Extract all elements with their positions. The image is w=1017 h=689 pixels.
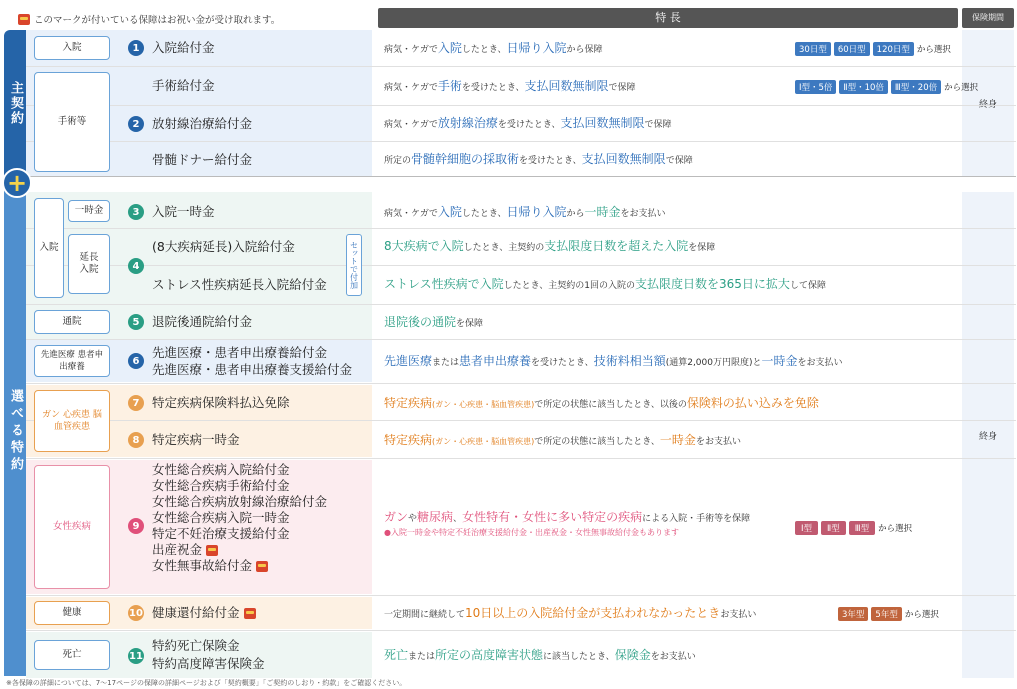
gift-legend [18, 12, 280, 26]
benefit-name: 女性総合疾病入院一時金 [152, 510, 290, 525]
benefit-name: 特定疾病保険料払込免除 [152, 395, 290, 410]
feature-text: 特定疾病(ガン・心疾患・脳血管疾患)で所定の状態に該当したとき、一時金をお支払い [384, 433, 741, 447]
main-contract-label: 主契約 [4, 30, 26, 176]
category-hospitalization: 入院 [34, 36, 110, 60]
gift-icon [18, 14, 30, 25]
gift-icon [206, 545, 218, 556]
item-number: 7 [128, 395, 144, 411]
category-death: 死亡 [34, 640, 110, 670]
feature-text: 病気・ケガで放射線治療を受けたとき、支払回数無制限で保障 [384, 116, 672, 130]
category-surgery: 手術等 [34, 72, 110, 172]
feature-text: ストレス性疾病で入院したとき、主契約の1回の入院の支払限度日数を365日に拡大して保障 [384, 277, 826, 291]
gift-icon [256, 561, 268, 572]
benefit-name: 放射線治療給付金 [152, 116, 253, 131]
type-options: Ⅰ型 Ⅱ型 Ⅲ型 から選択 [795, 521, 912, 535]
benefit-name-with-gift: 健康還付給付金 [152, 605, 256, 621]
benefit-name: 特約高度障害保険金 [152, 656, 265, 671]
item-number: 5 [128, 314, 144, 330]
gift-icon [244, 608, 256, 619]
type-options: 3年型 5年型 から選択 [838, 607, 939, 621]
benefit-name: 入院給付金 [152, 40, 215, 55]
benefit-name: 女性総合疾病手術給付金 [152, 478, 290, 493]
benefit-name: 退院後通院給付金 [152, 314, 253, 329]
item-number: 8 [128, 432, 144, 448]
period-header: 保険期間 [962, 8, 1014, 28]
item-number: 6 [128, 353, 144, 369]
benefit-name: 特定不妊治療支援給付金 [152, 526, 290, 541]
feature-text: 病気・ケガで入院したとき、日帰り入院から一時金をお支払い [384, 205, 666, 219]
benefit-name: 特定疾病一時金 [152, 432, 240, 447]
benefit-name: 骨髄ドナー給付金 [152, 152, 253, 167]
footnote: ※各保障の詳細については、7〜17ページの保障の詳細ページおよび「契約概要」「ご契約のしおり・約款」をご確認ください。 [6, 679, 407, 687]
category-advanced-medical: 先進医療 患者申出療養 [34, 345, 110, 377]
features-header: 特 長 [378, 8, 958, 28]
type-options: 30日型 60日型 120日型 から選択 [795, 42, 951, 56]
item-number: 4 [128, 258, 144, 274]
feature-text: 先進医療または患者申出療養を受けたとき、技術料相当額(通算2,000万円限度)と一時金をお支払い [384, 354, 843, 368]
benefit-list [152, 462, 327, 574]
item-number: 11 [128, 648, 144, 664]
benefit-name: 女性総合疾病入院給付金 [152, 462, 290, 477]
benefit-name: 女性総合疾病放射線治療給付金 [152, 494, 328, 509]
feature-text: 一定期間に継続して10日以上の入院給付金が支払われなかったときお支払い [384, 606, 757, 620]
benefit-name: 手術給付金 [152, 78, 215, 93]
benefit-name: (8大疾病延長)入院給付金 [152, 239, 295, 254]
item-number: 10 [128, 605, 144, 621]
feature-text: 所定の骨髄幹細胞の採取術を受けたとき、支払回数無制限で保障 [384, 152, 693, 166]
feature-note: ●入院一時金や特定不妊治療支援給付金・出産祝金・女性無事故給付金もあります [384, 528, 679, 537]
set-badge: セットで付加 [346, 234, 362, 296]
item-number: 3 [128, 204, 144, 220]
benefit-name: ストレス性疾病延長入院給付金 [152, 277, 327, 292]
category-specified-disease: ガン 心疾患 脳血管疾患 [34, 390, 110, 452]
plus-icon: + [2, 168, 32, 198]
item-number: 9 [128, 518, 144, 534]
period-main [962, 30, 1014, 176]
benefit-name: 入院一時金 [152, 204, 215, 219]
feature-text: 病気・ケガで入院したとき、日帰り入院から保障 [384, 41, 603, 55]
feature-text: ガンや糖尿病、女性特有・女性に多い特定の疾病による入院・手術等を保障 [384, 510, 751, 524]
benefit-name-with-gift: 女性無事故給付金 [152, 558, 327, 574]
benefit-name: 先進医療・患者申出療養支援給付金 [152, 362, 353, 377]
feature-text: 死亡または所定の高度障害状態に該当したとき、保険金をお支払い [384, 648, 696, 662]
period-optional: 終身 [962, 192, 1014, 678]
category-hospitalization: 入院 [34, 198, 64, 298]
feature-text: 退院後の通院を保障 [384, 315, 484, 329]
feature-text: 特定疾病(ガン・心疾患・脳血管疾患)で所定の状態に該当したとき、以後の保険料の払い込みを免除 [384, 396, 819, 410]
category-outpatient: 通院 [34, 310, 110, 334]
subcategory-lump-sum: 一時金 [68, 200, 110, 222]
type-options: Ⅰ型・5倍 Ⅱ型・10倍 Ⅲ型・20倍 から選択 [795, 80, 978, 94]
benefit-name: 特約死亡保険金 [152, 638, 240, 653]
feature-text: 病気・ケガで手術を受けたとき、支払回数無制限で保障 [384, 79, 636, 93]
optional-rider-label: 選べる特約 [4, 186, 26, 676]
category-health: 健康 [34, 601, 110, 625]
benefit-name: 先進医療・患者申出療養給付金 [152, 345, 328, 360]
feature-text: 8大疾病で入院したとき、主契約の支払限度日数を超えた入院を保障 [384, 239, 716, 253]
item-number: 2 [128, 116, 144, 132]
benefit-name-with-gift: 出産祝金 [152, 542, 327, 558]
legend-text: このマークが付いている保障はお祝い金が受け取れます。 [34, 15, 281, 26]
category-female-disease: 女性疾病 [34, 465, 110, 589]
subcategory-extended: 延長入院 [68, 234, 110, 294]
item-number: 1 [128, 40, 144, 56]
